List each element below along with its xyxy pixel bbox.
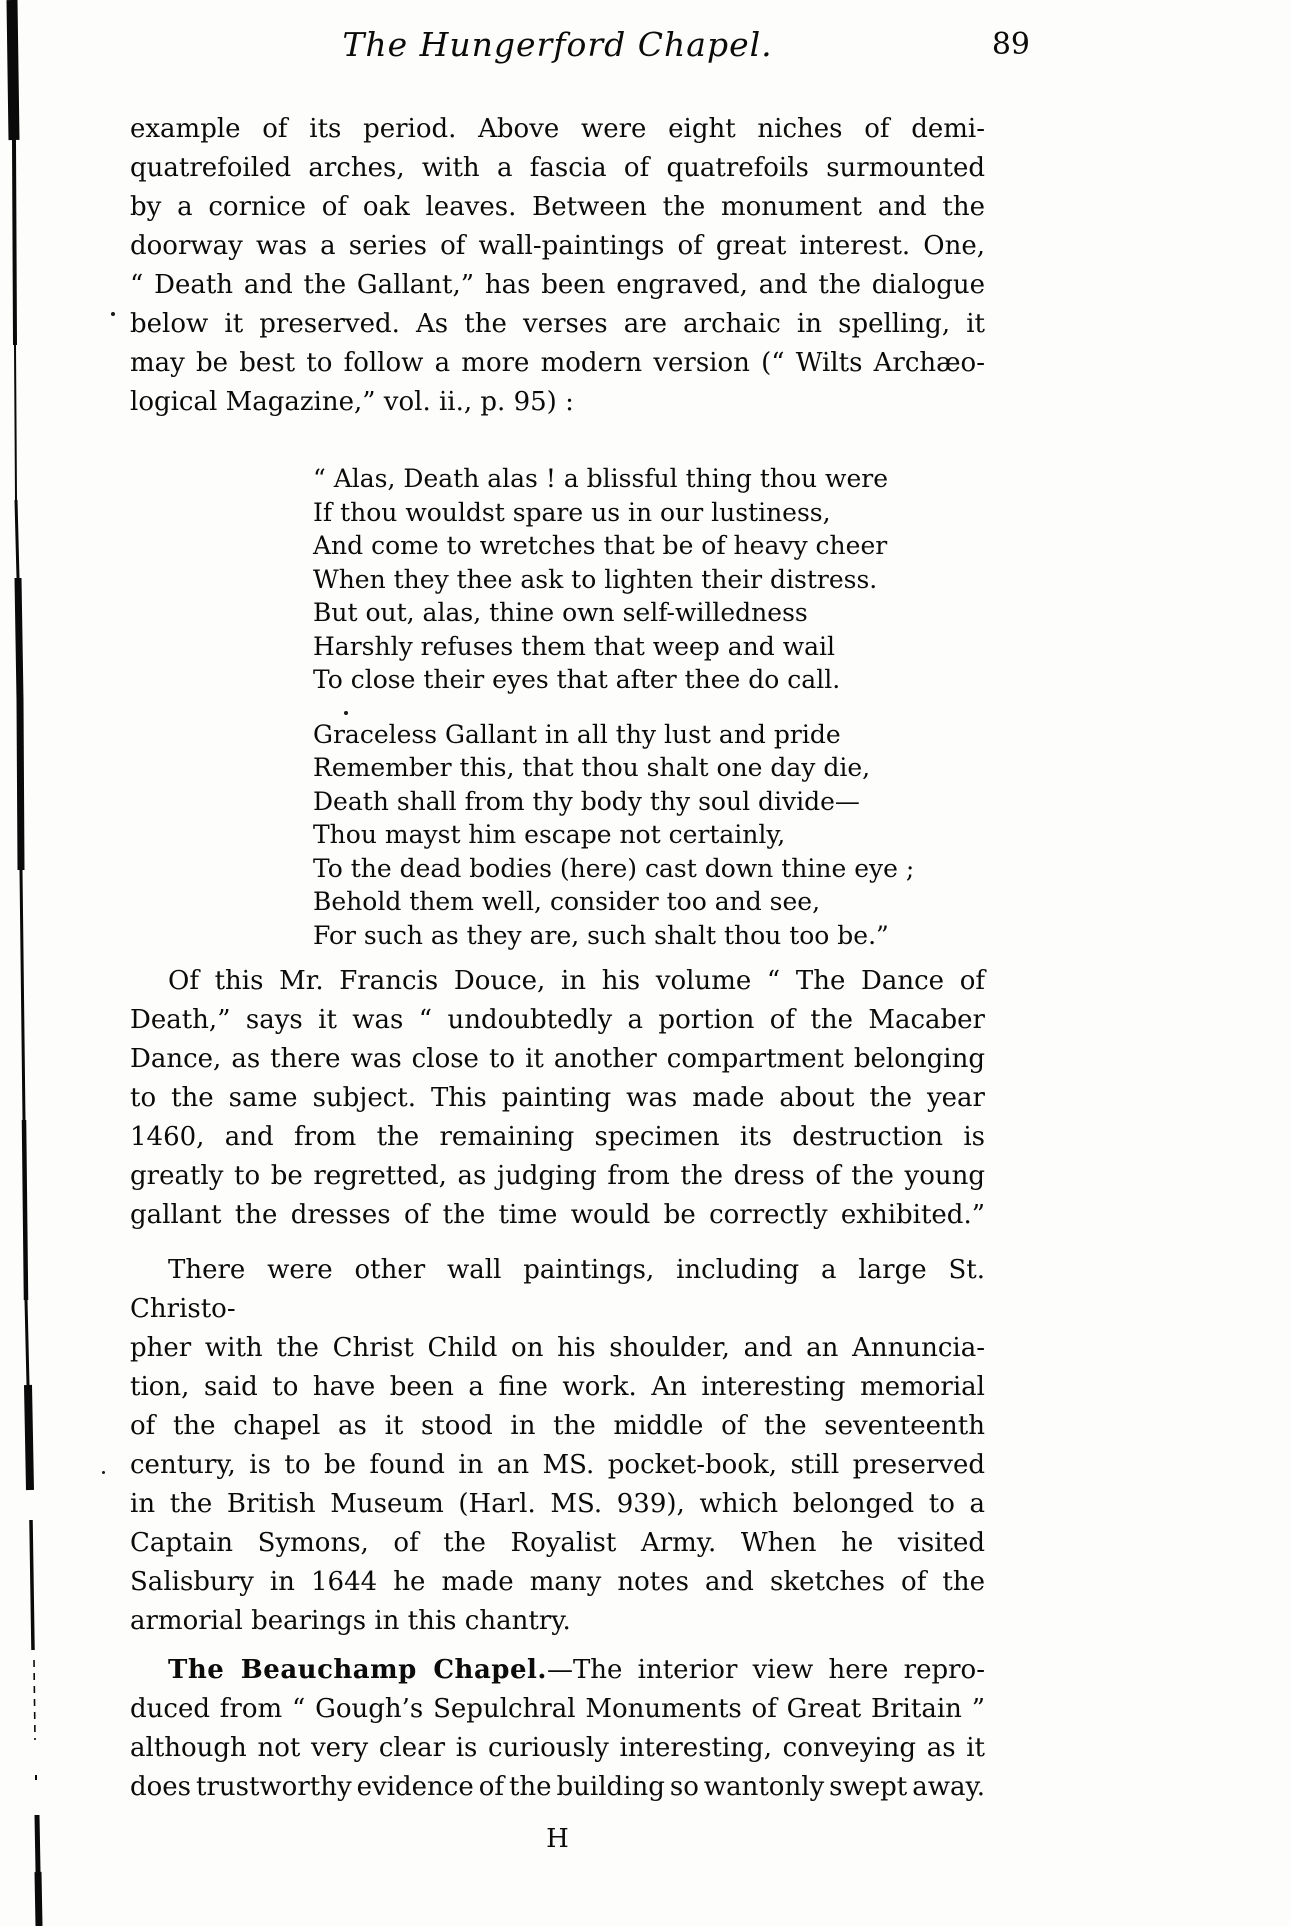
text-line: doorway was a series of wall-paintings of great interest. One, bbox=[130, 231, 985, 261]
text-line: And come to wretches that be of heavy cheer bbox=[313, 531, 888, 560]
text-line: If thou wouldst spare us in our lustiness, bbox=[313, 497, 831, 527]
ink-speck bbox=[102, 1471, 105, 1474]
douce-paragraph bbox=[130, 962, 985, 1235]
text-line: below it preserved. As the verses are archaic in spelling, it bbox=[130, 309, 985, 339]
running-title: The Hungerford Chapel. bbox=[342, 25, 773, 64]
text-line: Death,” says it was “ undoubtedly a portion of the Macaber bbox=[130, 1005, 985, 1035]
text-line: by a cornice of oak leaves. Between the monument and the bbox=[130, 192, 985, 222]
text-line: may be best to follow a more modern version (“ Wilts Archæo- bbox=[130, 348, 985, 378]
text-line: Salisbury in 1644 he made many notes and sketches of the bbox=[130, 1567, 985, 1597]
text-line: to the same subject. This painting was made about the year bbox=[130, 1083, 985, 1113]
text-line: in the British Museum (Harl. MS. 939), which belonged to a bbox=[130, 1489, 985, 1519]
binding-scan-artifact bbox=[0, 0, 60, 1926]
text-line: But out, alas, thine own self-willedness bbox=[313, 598, 808, 627]
signature-mark: H bbox=[546, 1824, 569, 1854]
beauchamp-paragraph bbox=[130, 1651, 985, 1807]
bold-run-in-heading: The Beauchamp Chapel. bbox=[168, 1655, 547, 1685]
text-line: although not very clear is curiously interesting, conveying as it bbox=[130, 1733, 985, 1763]
text-block bbox=[130, 110, 985, 1855]
text-line: “ Death and the Gallant,” has been engraved, and the dialogue bbox=[130, 270, 985, 300]
ink-speck bbox=[111, 312, 115, 316]
text-line: Captain Symons, of the Royalist Army. When he visited bbox=[130, 1528, 985, 1558]
text-line: Of this Mr. Francis Douce, in his volume “ The Dance of bbox=[168, 966, 985, 996]
text-line: Dance, as there was close to it another compartment belonging bbox=[130, 1044, 985, 1074]
text-line: 1460, and from the remaining specimen its destruction is bbox=[130, 1122, 985, 1152]
wall-paintings-paragraph bbox=[130, 1251, 985, 1641]
text-line: The Beauchamp Chapel.—The interior view here repro- bbox=[168, 1655, 985, 1685]
text-line: Behold them well, consider too and see, bbox=[313, 887, 821, 916]
text-line: of the chapel as it stood in the middle of the seventeenth bbox=[130, 1411, 985, 1441]
text-line: logical Magazine,” vol. ii., p. 95) : bbox=[130, 387, 574, 417]
text-line: Graceless Gallant in all thy lust and pride bbox=[313, 719, 841, 749]
opening-paragraph bbox=[130, 110, 985, 422]
text-line: Harshly refuses them that weep and wail bbox=[313, 631, 835, 661]
text-line: To the dead bodies (here) cast down thine eye ; bbox=[313, 853, 915, 883]
text-line: To close their eyes that after thee do call. bbox=[313, 665, 841, 694]
text-line: armorial bearings in this chantry. bbox=[130, 1606, 571, 1636]
text-line: “ Alas, Death alas ! a blissful thing thou were bbox=[313, 464, 888, 493]
text-line: greatly to be regretted, as judging from the dress of the young bbox=[130, 1161, 985, 1191]
text-line: example of its period. Above were eight niches of demi- bbox=[130, 114, 985, 144]
text-line: For such as they are, such shalt thou too be.” bbox=[313, 920, 889, 950]
text-line: century, is to be found in an MS. pocket-book, still preserved bbox=[130, 1450, 985, 1480]
page-number: 89 bbox=[991, 27, 1030, 62]
text-line: When they thee ask to lighten their distress. bbox=[313, 564, 878, 594]
text-line: Thou mayst him escape not certainly, bbox=[313, 820, 786, 849]
text-line: quatrefoiled arches, with a fascia of quatrefoils surmounted bbox=[130, 153, 985, 183]
text-line: Death shall from thy body thy soul divide— bbox=[313, 786, 860, 816]
verse-stanza-2 bbox=[130, 718, 985, 953]
text-line: There were other wall paintings, including a large St. Christo- bbox=[130, 1255, 985, 1324]
page-header bbox=[130, 24, 1030, 66]
text-line: pher with the Christ Child on his shoulder, and an Annuncia- bbox=[130, 1333, 985, 1363]
verse-stanza-1 bbox=[130, 462, 985, 697]
text-line: does trustworthy evidence of the building so wantonly swept away. bbox=[130, 1772, 985, 1802]
text-line: duced from “ Gough’s Sepulchral Monuments of Great Britain ” bbox=[130, 1694, 985, 1724]
text-line: gallant the dresses of the time would be correctly exhibited.” bbox=[130, 1200, 985, 1230]
text-line: tion, said to have been a fine work. An interesting memorial bbox=[130, 1372, 985, 1402]
text-line: Remember this, that thou shalt one day die, bbox=[313, 753, 871, 782]
